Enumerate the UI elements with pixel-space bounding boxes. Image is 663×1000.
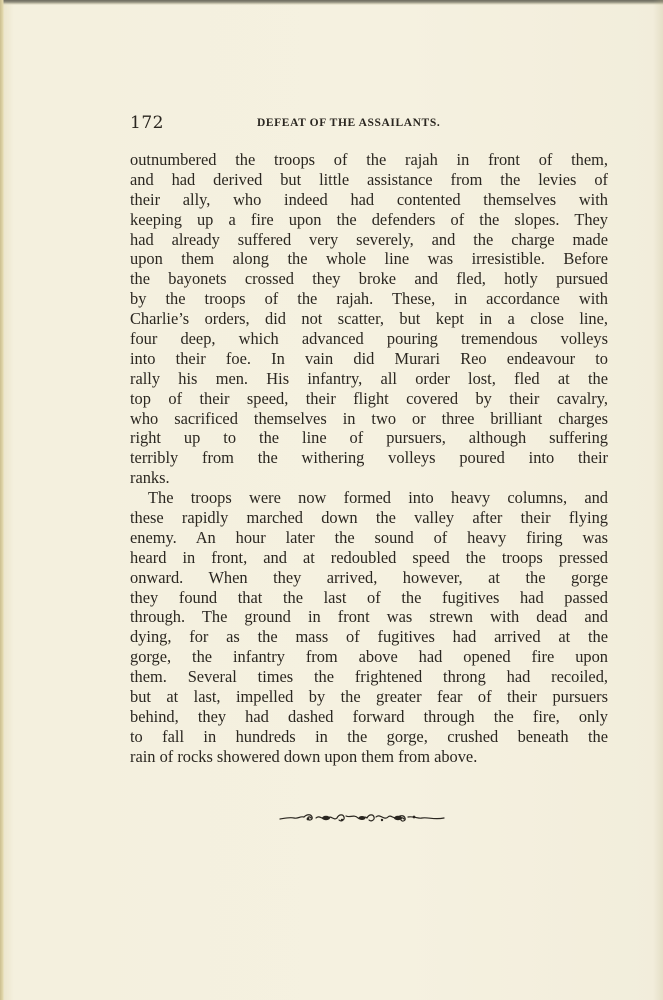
paragraph-end-line: ranks.: [130, 468, 170, 488]
text-line: four deep, which advanced pouring tremendous volleys: [130, 329, 608, 349]
text-line: right up to the line of pursuers, although suffering: [130, 428, 608, 448]
page-top-edge: [0, 0, 663, 5]
text-line: them. Several times the frightened throng had recoiled,: [130, 667, 608, 687]
page-number: 172: [130, 113, 164, 133]
text-line: Charlie’s orders, did not scatter, but kept in a close line,: [130, 309, 608, 329]
text-line: heard in front, and at redoubled speed the troops pressed: [130, 547, 608, 567]
text-line: gorge, the infantry from above had opened fire upon: [130, 647, 608, 667]
text-line: had already suffered very severely, and the charge made: [130, 229, 608, 249]
paragraph-start-line: The troops were now formed into heavy columns, and: [148, 488, 608, 508]
text-line: by the troops of the rajah. These, in accordance with: [130, 289, 608, 309]
text-line: to fall in hundreds in the gorge, crushed beneath the: [130, 726, 608, 746]
text-line: into their foe. In vain did Murari Reo endeavour to: [130, 348, 608, 368]
text-line: and had derived but little assistance from the levies of: [130, 169, 608, 189]
body-text: [130, 150, 608, 767]
text-line: they found that the last of the fugitives had passed: [130, 587, 608, 607]
text-line: these rapidly marched down the valley after their flying: [130, 508, 608, 528]
text-line: upon them along the whole line was irresistible. Before: [130, 249, 608, 269]
paragraph-end-line: rain of rocks showered down upon them from above.: [130, 746, 478, 766]
text-line: behind, they had dashed forward through the fire, only: [130, 706, 608, 726]
page-header: [130, 113, 610, 137]
text-line: who sacrificed themselves in two or three brilliant charges: [130, 408, 608, 428]
running-head: DEFEAT OF THE ASSAILANTS.: [257, 117, 441, 129]
text-line: outnumbered the troops of the rajah in front of them,: [130, 150, 608, 169]
decorative-scroll-ornament-icon: [278, 812, 446, 824]
page-binding-edge: [0, 0, 4, 1000]
text-line: enemy. An hour later the sound of heavy firing was: [130, 527, 608, 547]
text-line: top of their speed, their flight covered by their cavalry,: [130, 388, 608, 408]
text-line: rally his men. His infantry, all order lost, fled at the: [130, 368, 608, 388]
page-right-edge: [653, 0, 663, 1000]
text-line: through. The ground in front was strewn with dead and: [130, 607, 608, 627]
text-line: but at last, impelled by the greater fear of their pursuers: [130, 687, 608, 707]
text-line: terribly from the withering volleys poured into their: [130, 448, 608, 468]
text-line: keeping up a fire upon the defenders of the slopes. They: [130, 209, 608, 229]
text-line: their ally, who indeed had contented themselves with: [130, 189, 608, 209]
text-line: dying, for as the mass of fugitives had arrived at the: [130, 627, 608, 647]
text-line: the bayonets crossed they broke and fled, hotly pursued: [130, 269, 608, 289]
text-line: onward. When they arrived, however, at the gorge: [130, 567, 608, 587]
